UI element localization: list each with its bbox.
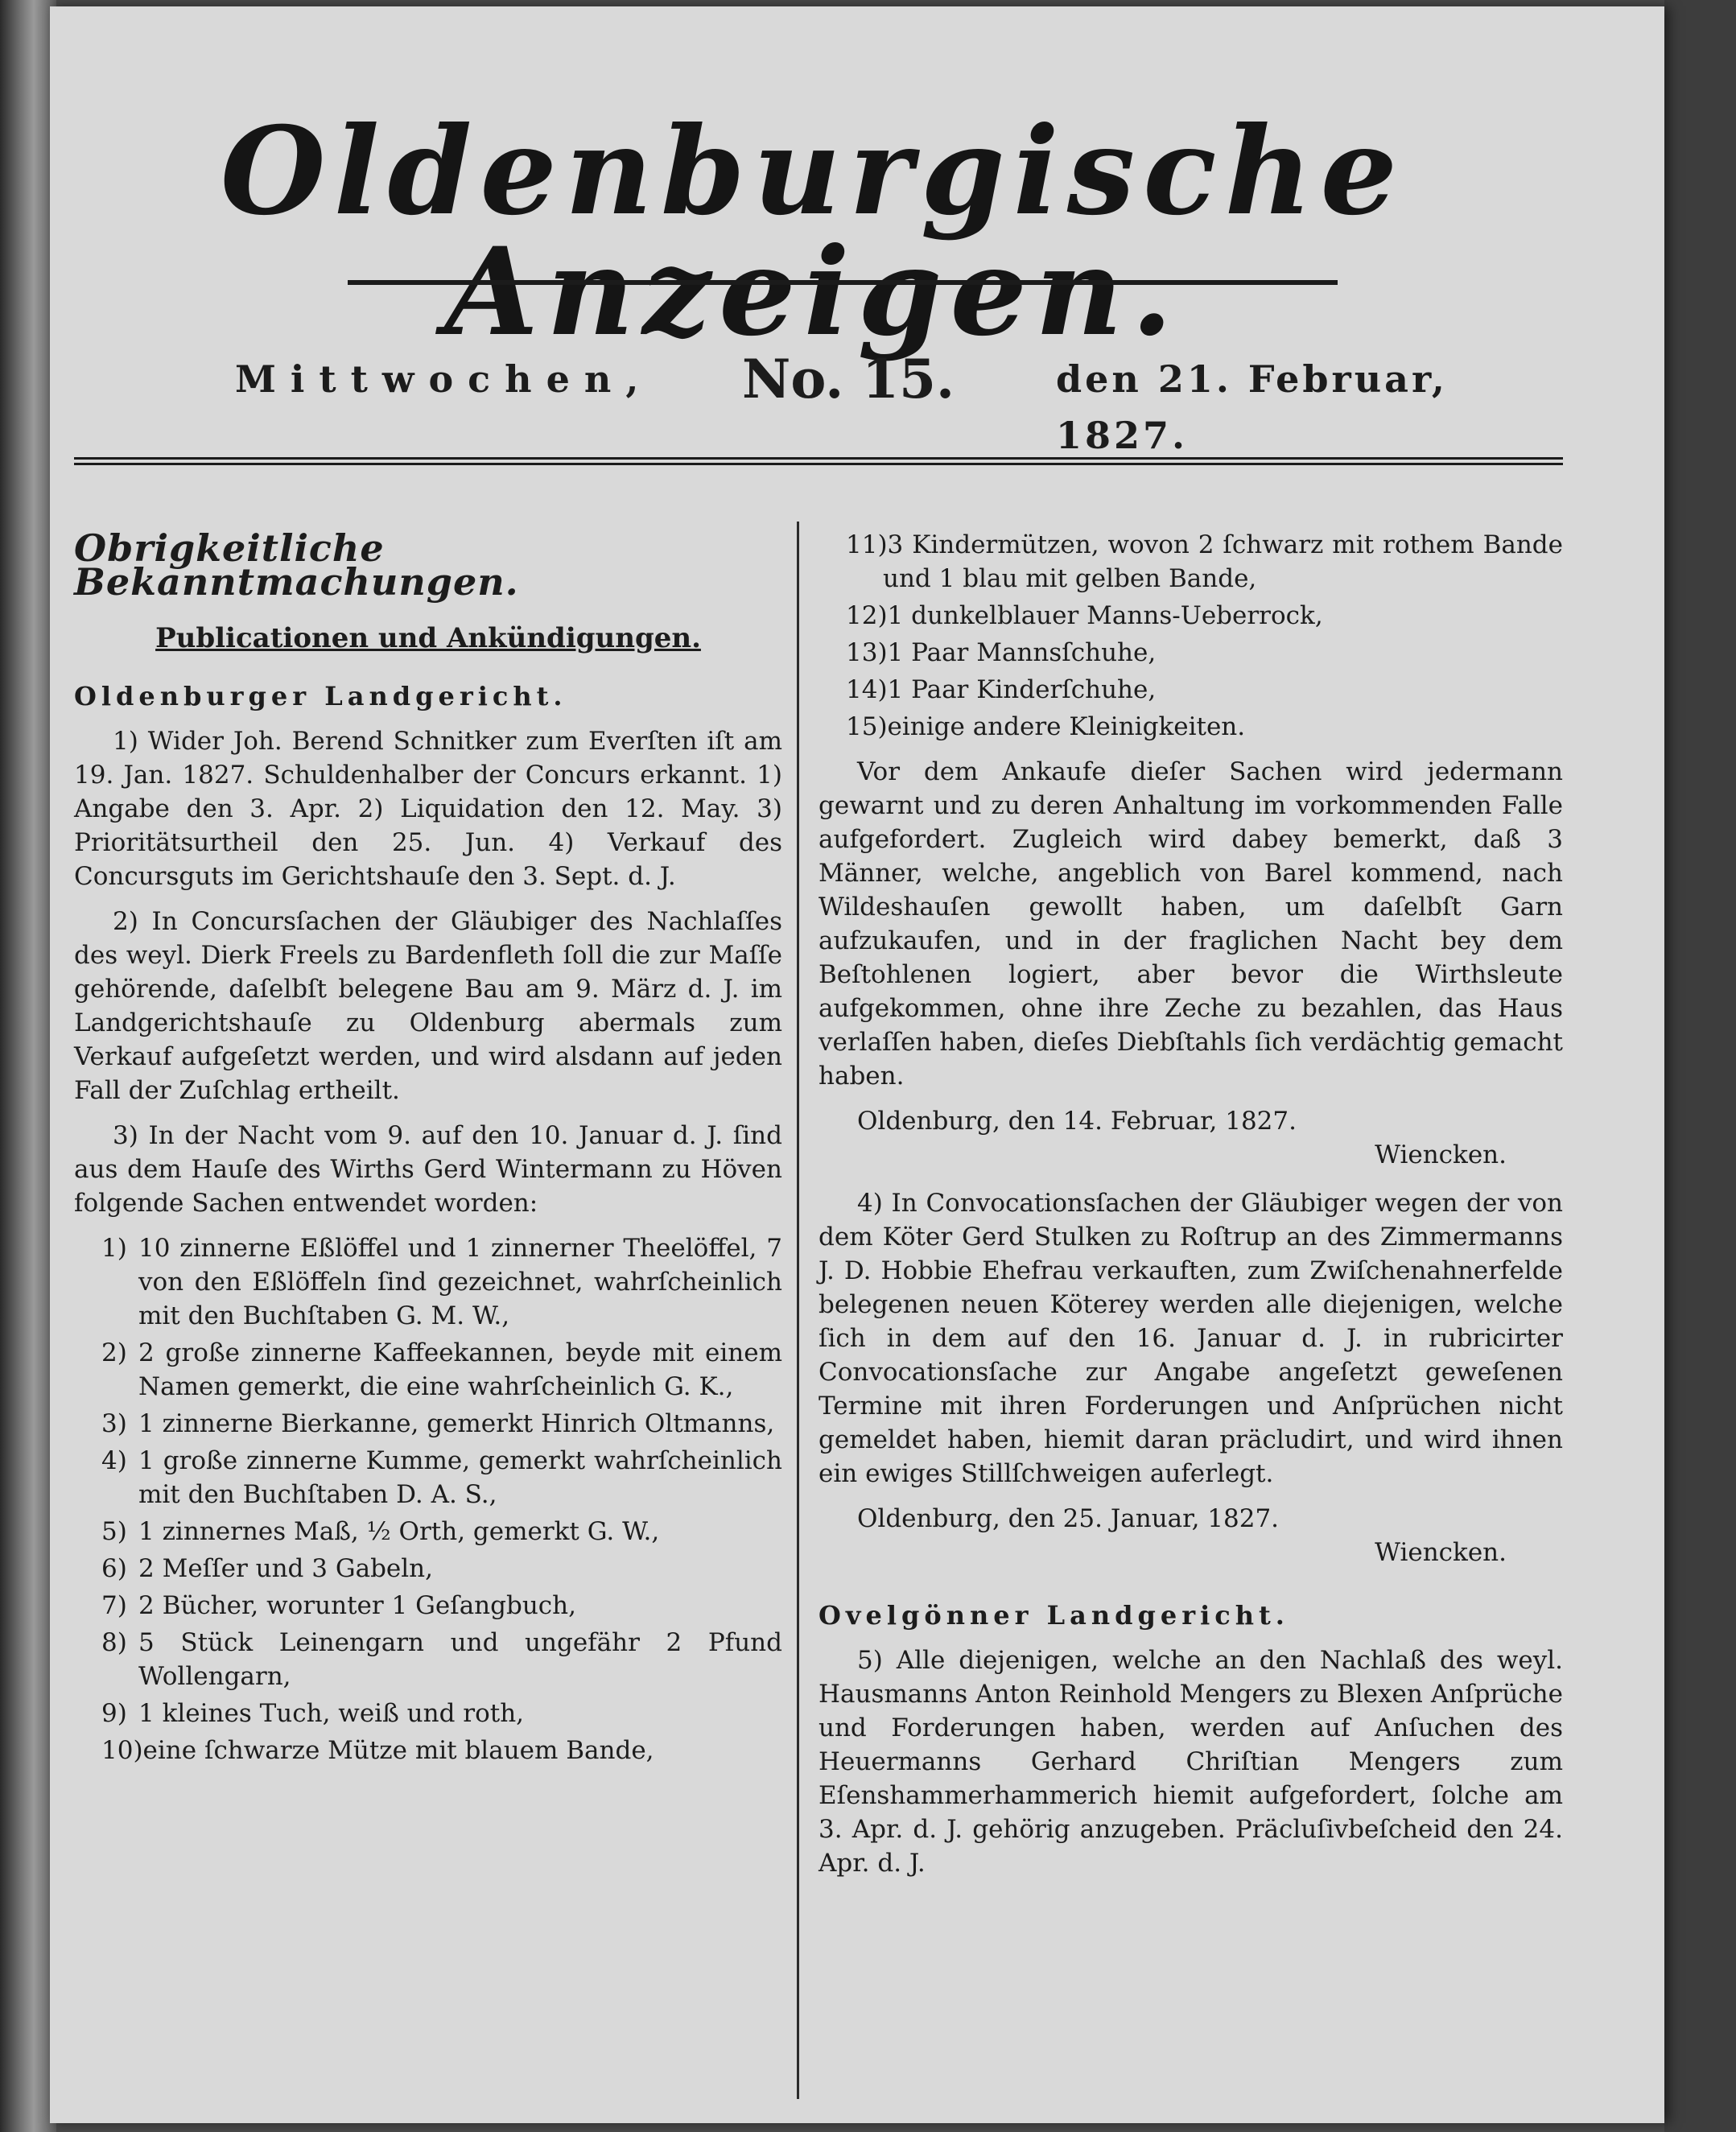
issue-number: No. 15. [742, 348, 955, 410]
notice-1: 1) Wider Joh. Berend Schnitker zum Everſten iſt am 19. Jan. 1827. Schuldenhalber der Concurs erkannt. 1) Angabe den 3. Apr. 2) Liquidation den 12. May. 3) Prioritätsurtheil den 25. Jun. 4) Verkauf des Concursguts im Gerichtshauſe den 3. Sept. d. J. [74, 727, 782, 891]
list-item: 13)1 Paar Mannsſchuhe, [846, 638, 1157, 667]
list-item: 9) 1 kleines Tuch, weiß und roth, [101, 1699, 525, 1728]
notice-3: 3) In der Nacht vom 9. auf den 10. Januar d. J. ſind aus dem Hauſe des Wirths Gerd Wintermann zu Höven folgende Sachen entwendet worden: [74, 1121, 782, 1218]
dateline-rule [74, 457, 1563, 465]
list-item: 6) 2 Meſſer und 3 Gabeln, [101, 1554, 434, 1583]
list-item: 14)1 Paar Kinderſchuhe, [846, 675, 1157, 704]
notice-3-continuation: Vor dem Ankaufe dieſer Sachen wird jedermann gewarnt und zu deren Anhaltung im vorkommenden Falle aufgefordert. Zugleich wird dabey bemerkt, daß 3 Männer, welche, angeblich von Barel kommend, nach Wildeshauſen gewollt haben, um daſelbſt Garn aufzukaufen, und in der fraglichen Nacht bey dem Beſtohlenen logiert, aber bevor die Wirthsleute aufgekommen, ohne ihre Zeche zu bezahlen, das Haus verlaſſen haben, dieſes Diebſtahls ſich verdächtig gemacht haben. [819, 757, 1563, 1091]
list-item: 10)eine ſchwarze Mütze mit blauem Bande, [101, 1736, 654, 1765]
notice-3-signature: Wiencken. [1375, 1140, 1507, 1169]
list-item: 3) 1 zinnerne Bierkanne, gemerkt Hinrich Oltmanns, [101, 1409, 775, 1438]
court-heading: Oldenburger Landgericht. [74, 681, 567, 711]
section-heading: Obrigkeitliche Bekanntmachungen. [74, 526, 519, 604]
list-item: 1) 10 zinnerne Eßlöffel und 1 zinnerner Theelöffel, 7 von den Eßlöffeln ſind gezeichnet, wahrſcheinlich mit den Buchſtaben G. M. W., [101, 1234, 782, 1330]
notice-3-place-date: Oldenburg, den 14. Februar, 1827. [857, 1107, 1297, 1136]
left-column [74, 528, 782, 1779]
notice-4: 4) In Convocationsſachen der Gläubiger wegen der von dem Köter Gerd Stulken zu Roſtrup an des Zimmermanns J. D. Hobbie Ehefrau verkauften, zum Zwiſchenahnerfelde belegenen neuen Köterey werden alle diejenigen, welche ſich in dem auf den 16. Januar d. J. in rubricirter Convocationsſache zur Angabe angeſetzt geweſenen Termine mit ihren Forderungen und Anſprüchen nicht gemeldet haben, hiemit daran präcludirt, und wird ihnen ein ewiges Stillſchweigen auferlegt. [819, 1189, 1563, 1488]
list-item: 5) 1 zinnernes Maß, ½ Orth, gemerkt G. W., [101, 1517, 660, 1546]
notice-5: 5) Alle diejenigen, welche an den Nachlaß des weyl. Hausmanns Anton Reinhold Mengers zu Blexen Anſprüche und Forderungen haben, werden auf Anſuchen des Heuermanns Gerhard Chriſtian Mengers zum Eſenshammerhammerich hiemit aufgefordert, ſolche am 3. Apr. d. J. gehörig anzugeben. Präcluſivbeſcheid den 24. Apr. d. J. [819, 1646, 1563, 1878]
list-item: 12)1 dunkelblauer Manns-Ueberrock, [846, 601, 1323, 630]
list-item: 15)einige andere Kleinigkeiten. [846, 712, 1246, 741]
stolen-items-list [74, 1231, 782, 1767]
notice-4-signature: Wiencken. [1375, 1538, 1507, 1567]
stolen-items-list-cont [819, 528, 1563, 744]
column-divider [797, 522, 799, 2099]
dateline [98, 348, 1547, 457]
list-item: 7) 2 Bücher, worunter 1 Geſangbuch, [101, 1591, 576, 1620]
list-item: 11)3 Kindermützen, wovon 2 ſchwarz mit rothem Bande und 1 blau mit gelben Bande, [846, 530, 1563, 593]
masthead-rule [348, 280, 1338, 285]
notice-4-place-date: Oldenburg, den 25. Januar, 1827. [857, 1504, 1280, 1533]
issue-date: den 21. Februar, 1827. [1056, 357, 1448, 457]
book-binding-edge [0, 0, 56, 2132]
newspaper-page [50, 6, 1664, 2123]
court-heading-2: Ovelgönner Landgericht. [819, 1600, 1289, 1631]
section-subheading: Publicationen und Ankündigungen. [155, 622, 701, 654]
masthead-title: Oldenburgische Anzeigen. [220, 101, 1406, 363]
list-item: 2) 2 große zinnerne Kaffeekannen, beyde mit einem Namen gemerkt, die eine wahrſcheinlich G. K., [101, 1338, 782, 1401]
notice-2: 2) In Concursſachen der Gläubiger des Nachlaſſes des weyl. Dierk Freels zu Bardenfleth ſoll die zur Maſſe gehörende, daſelbſt belegene Bau am 9. März d. J. im Landgerichtshauſe zu Oldenburg abermals zum Verkauf aufgeſetzt werden, und wird alsdann auf jeden Fall der Zuſchlag ertheilt. [74, 907, 782, 1105]
weekday: Mittwochen, [235, 357, 654, 401]
right-column [819, 528, 1563, 1891]
scan-background [1664, 0, 1736, 2132]
list-item: 4) 1 große zinnerne Kumme, gemerkt wahrſcheinlich mit den Buchſtaben D. A. S., [101, 1446, 782, 1509]
list-item: 8) 5 Stück Leinengarn und ungefähr 2 Pfund Wollengarn, [101, 1628, 782, 1691]
